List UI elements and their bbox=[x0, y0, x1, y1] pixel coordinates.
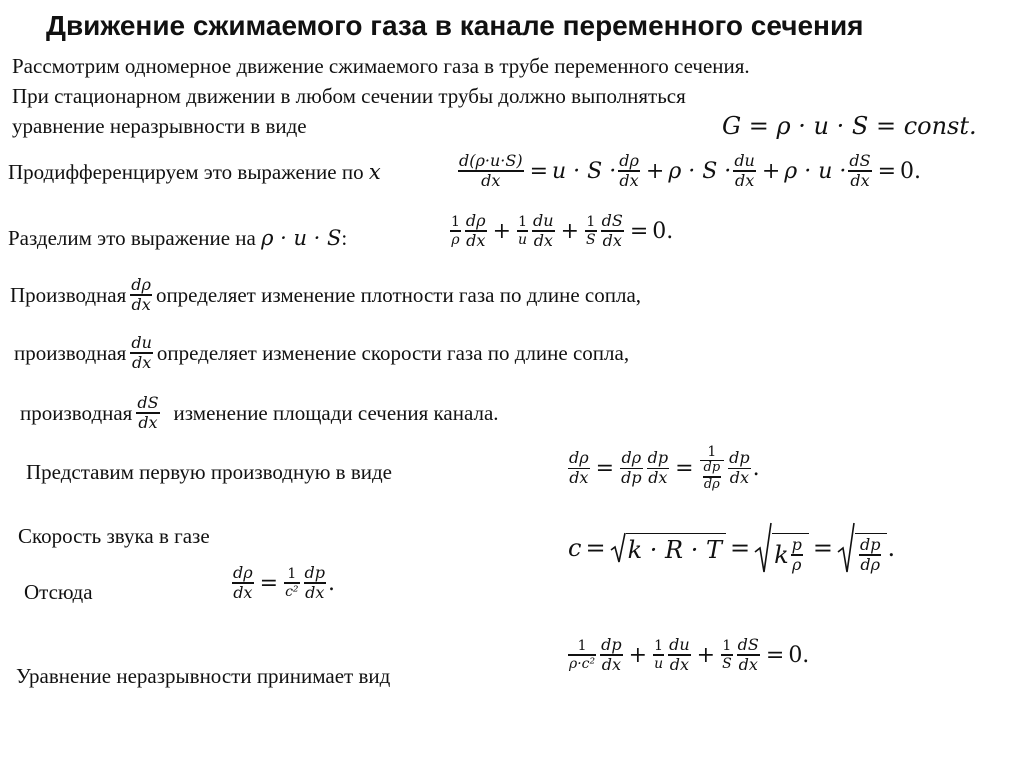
derivative-prefix: производная bbox=[14, 341, 127, 366]
continuity-equation: G = ρ · u · S = const. bbox=[722, 112, 977, 140]
sqrt-3: $\frac{dp}{d\rho}$ bbox=[837, 522, 887, 574]
hence-a: $\frac{d\rho}{dx}$ bbox=[233, 563, 253, 602]
sound-end: . bbox=[887, 534, 896, 562]
div-d2: $\frac{du}{dx}$ bbox=[533, 211, 554, 250]
term2-prefix: ρ · S · bbox=[668, 158, 732, 184]
lhs-fraction: $\frac{d(\rho\cdot u\cdot S)}{dx}$ bbox=[459, 151, 523, 190]
derivative-suffix: определяет изменение плотности газа по длине сопла, bbox=[155, 283, 642, 308]
divide-divisor: ρ · u · S bbox=[261, 226, 342, 250]
div-d3: $\frac{dS}{dx}$ bbox=[601, 211, 623, 250]
divide-rhs: 0. bbox=[652, 218, 674, 244]
fin-f3: $\frac{1}{S}$ bbox=[722, 638, 732, 672]
hence-b: $\frac{1}{\text{c²}}$ bbox=[285, 566, 299, 600]
final-text: Уравнение неразрывности принимает вид bbox=[16, 664, 391, 688]
intro-line-1: Рассмотрим одномерное движение сжимаемого газа в трубе переменного сечения. bbox=[12, 54, 750, 78]
hence-end: . bbox=[328, 570, 336, 596]
derivative-fraction: $\frac{du}{dx}$ bbox=[131, 333, 152, 372]
intro-line-3: уравнение неразрывности в виде bbox=[12, 114, 307, 138]
represent-text: Представим первую производную в виде bbox=[26, 460, 392, 484]
div-f3: $\frac{1}{S}$ bbox=[586, 214, 596, 248]
final-equation: $\frac{1}{\text{ρ·c²}}$ $\frac{dp}{dx}$ + $\frac{1}{u}$ $\frac{du}{dx}$ + $\frac{1}{S}$ $\frac{dS}{dx}$ = 0. bbox=[569, 635, 810, 674]
differentiate-var: x bbox=[368, 160, 381, 184]
hence-c: $\frac{dp}{dx}$ bbox=[304, 563, 326, 602]
derivative-area bbox=[20, 394, 499, 432]
differentiated-equation: $\frac{d(\rho\cdot u\cdot S)}{dx}$ = u · S · $\frac{d\rho}{dx}$ + ρ · S · $\frac{du}{dx}$ + ρ · u · $\frac{dS}{dx}$ = 0. bbox=[459, 151, 922, 190]
derivative-suffix: изменение площади сечения канала. bbox=[173, 401, 499, 426]
fin-d2: $\frac{du}{dx}$ bbox=[669, 635, 690, 674]
final-rhs: 0. bbox=[788, 642, 810, 668]
intro-line-2: При стационарном движении в любом сечении трубы должно выполняться bbox=[12, 84, 686, 108]
hence-text: Отсюда bbox=[24, 580, 93, 604]
rep-b: $\frac{d\rho}{dp}$ bbox=[621, 448, 642, 488]
sound-text: Скорость звука в газе bbox=[18, 524, 210, 548]
div-f1: $\frac{1}{\rho}$ bbox=[451, 214, 460, 248]
sqrt-1: k · R · T bbox=[610, 532, 726, 564]
rep-c: $\frac{dp}{dx}$ bbox=[647, 448, 669, 488]
fin-d1: $\frac{dp}{dx}$ bbox=[601, 635, 622, 674]
fin-f2: $\frac{1}{u}$ bbox=[654, 638, 664, 672]
represent-equation: $\frac{d\rho}{dx}$ = $\frac{d\rho}{dp}$ $\frac{dp}{dx}$ = $\frac{1}{\frac{dp}{d\rho}}$ $\frac{dp}{dx}$ . bbox=[569, 444, 760, 492]
term3-fraction: $\frac{dS}{dx}$ bbox=[849, 151, 871, 190]
divide-text bbox=[8, 226, 347, 250]
rep-a: $\frac{d\rho}{dx}$ bbox=[569, 448, 589, 488]
derivative-prefix: производная bbox=[20, 401, 133, 426]
fin-f1: $\frac{1}{\text{ρ·c²}}$ bbox=[569, 638, 596, 672]
sound-c: c bbox=[568, 534, 582, 562]
differentiate-label: Продифференцируем это выражение по bbox=[8, 160, 364, 184]
term3-prefix: ρ · u · bbox=[784, 158, 847, 184]
derivative-suffix: определяет изменение скорости газа по длине сопла, bbox=[156, 341, 630, 366]
fin-d3: $\frac{dS}{dx}$ bbox=[737, 635, 759, 674]
sound-equation: c = k · R · T = k $\frac{p}{\rho}$ = $\frac{dp}{d\rho}$ . bbox=[568, 522, 895, 574]
derivative-velocity bbox=[14, 334, 629, 372]
hence-equation: $\frac{d\rho}{dx}$ = $\frac{1}{\text{c²}}$ $\frac{dp}{dx}$ . bbox=[233, 563, 336, 602]
rep-d: $\frac{1}{\frac{dp}{d\rho}}$ bbox=[700, 444, 725, 493]
derivative-prefix: Производная bbox=[10, 283, 127, 308]
divide-colon: : bbox=[341, 226, 348, 250]
term2-fraction: $\frac{du}{dx}$ bbox=[734, 151, 755, 190]
derivative-density bbox=[10, 276, 641, 314]
div-f2: $\frac{1}{u}$ bbox=[518, 214, 528, 248]
page-title: Движение сжимаемого газа в канале переменного сечения bbox=[46, 10, 864, 41]
term1-fraction: $\frac{d\rho}{dx}$ bbox=[619, 151, 639, 190]
term1-prefix: u · S · bbox=[552, 158, 617, 184]
sqrt-2: k $\frac{p}{\rho}$ bbox=[754, 522, 809, 574]
represent-end: . bbox=[752, 455, 760, 481]
derivative-fraction: $\frac{dS}{dx}$ bbox=[137, 393, 159, 432]
differentiate-text bbox=[8, 160, 381, 184]
derivative-fraction: $\frac{d\rho}{dx}$ bbox=[131, 275, 151, 314]
rep-e: $\frac{dp}{dx}$ bbox=[729, 448, 750, 488]
div-d1: $\frac{d\rho}{dx}$ bbox=[465, 211, 486, 250]
differentiate-rhs: 0. bbox=[900, 158, 922, 184]
divide-label: Разделим это выражение на bbox=[8, 226, 256, 250]
divided-equation: $\frac{1}{\rho}$ $\frac{d\rho}{dx}$ + $\frac{1}{u}$ $\frac{du}{dx}$ + $\frac{1}{S}$ $\frac{dS}{dx}$ = 0. bbox=[451, 211, 674, 250]
